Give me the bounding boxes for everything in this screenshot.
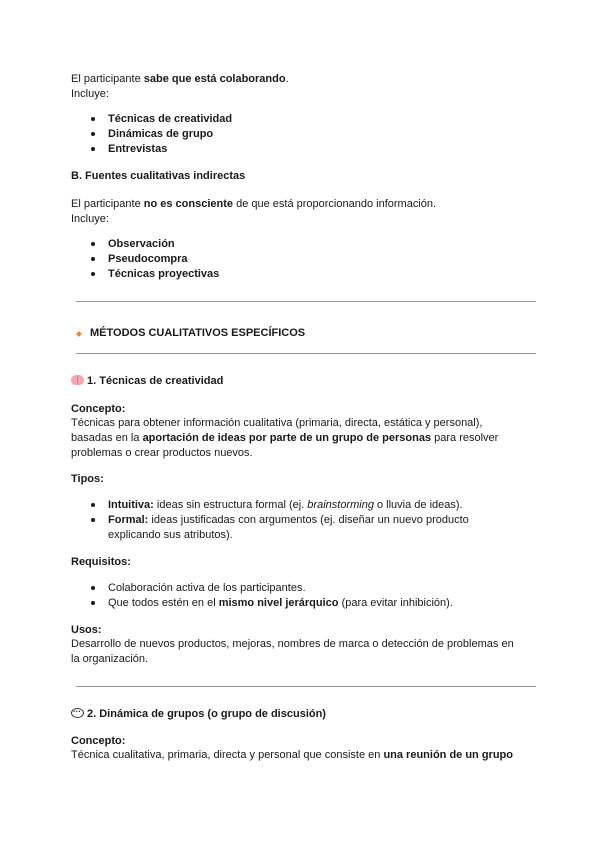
list-item: Entrevistas [71,142,531,157]
dinamica-concepto-text: Técnica cualitativa, primaria, directa y personal que consiste en una reunión de un grupo [71,749,513,761]
creatividad-tipos-label: Tipos: [71,473,104,485]
indirectas-list [71,237,531,282]
indirectas-heading: B. Fuentes cualitativas indirectas [71,170,246,182]
list-item: Dinámicas de grupo [71,127,531,142]
usos-line: la organización. [71,653,149,665]
creatividad-requisitos-label: Requisitos: [71,556,131,568]
directas-list [71,112,531,157]
concepto-line: basadas en la aportación de ideas por parte de un grupo de personas para resolver [71,432,499,444]
dinamica-concepto-label: Concepto: [71,735,126,747]
creatividad-concepto-text [71,416,531,461]
list-item: Pseudocompra [71,252,531,267]
directas-includes-label: Incluye: [71,88,109,100]
divider [76,686,536,687]
list-item: Que todos estén en el mismo nivel jerárquico (para evitar inhibición). [71,596,531,611]
dinamica-heading-text: 2. Dinámica de grupos (o grupo de discusión) [87,708,326,720]
metodos-heading-text: MÉTODOS CUALITATIVOS ESPECÍFICOS [90,327,306,339]
brain-icon [71,375,84,385]
metodos-heading [71,326,531,341]
usos-line: Desarrollo de nuevos productos, mejoras, nombres de marca o detección de problemas en [71,638,514,650]
dinamica-heading [71,707,531,722]
directas-paragraph: El participante sabe que está colaborando. [71,73,289,85]
divider [76,353,536,354]
creatividad-heading [71,374,531,389]
list-item: Técnicas proyectivas [71,267,531,282]
indirectas-paragraph: El participante no es consciente de que está proporcionando información. [71,198,437,210]
concepto-line: Técnicas para obtener información cualitativa (primaria, directa, estática y personal), [71,417,483,429]
indirectas-includes-label: Incluye: [71,213,109,225]
speech-bubble-icon [71,708,84,718]
creatividad-requisitos-list [71,581,531,611]
creatividad-tipos-list [71,498,531,543]
list-item: Técnicas de creatividad [71,112,531,127]
directas-intro [71,72,531,102]
divider [76,301,536,302]
creatividad-heading-text: 1. Técnicas de creatividad [87,375,224,387]
orange-diamond-icon [76,331,82,337]
concepto-line: problemas o crear productos nuevos. [71,447,253,459]
creatividad-usos-label: Usos: [71,624,102,636]
creatividad-usos-text [71,637,531,667]
list-item: Observación [71,237,531,252]
list-item: Formal: ideas justificadas con argumentos (ej. diseñar un nuevo producto explicando sus atributos). [71,513,531,543]
indirectas-intro [71,197,531,227]
creatividad-concepto-label: Concepto: [71,403,126,415]
list-item: Colaboración activa de los participantes. [71,581,531,596]
list-item: Intuitiva: ideas sin estructura formal (ej. brainstorming o lluvia de ideas). [71,498,531,513]
